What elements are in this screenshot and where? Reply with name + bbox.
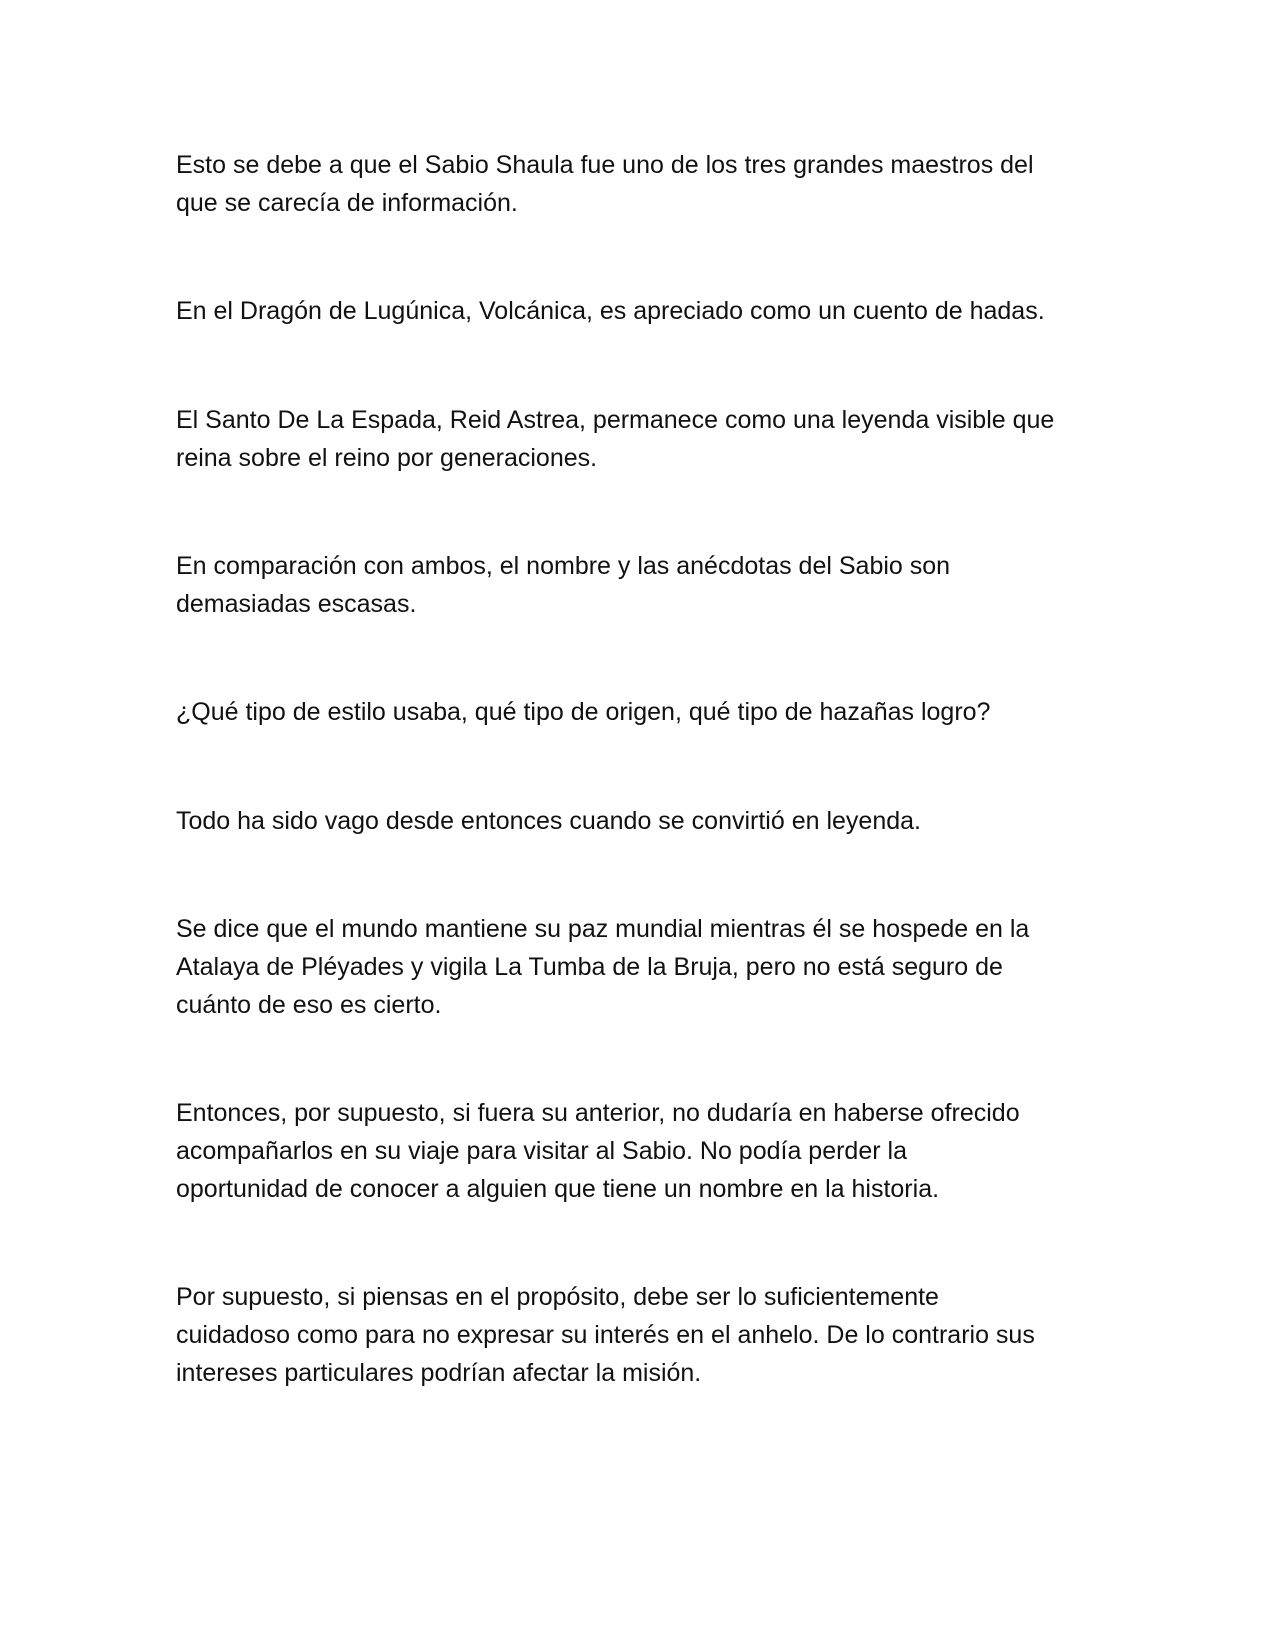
paragraph-1: Esto se debe a que el Sabio Shaula fue uno de los tres grandes maestros del que se carecía de información. xyxy=(176,151,1034,217)
paragraph-7: Se dice que el mundo mantiene su paz mundial mientras él se hospede en la Atalaya de Pléyades y vigila La Tumba de la Bruja, pero no está seguro de cuánto de eso es cierto. xyxy=(176,915,1030,1019)
paragraph-2: En el Dragón de Lugúnica, Volcánica, es apreciado como un cuento de hadas. xyxy=(176,297,1045,325)
paragraph-5: ¿Qué tipo de estilo usaba, qué tipo de origen, qué tipo de hazañas logro? xyxy=(176,698,991,726)
paragraph-6: Todo ha sido vago desde entonces cuando se convirtió en leyenda. xyxy=(176,807,921,835)
paragraph-8: Entonces, por supuesto, si fuera su anterior, no dudaría en haberse ofrecido acompañarlos en su viaje para visitar al Sabio. No podía perder la oportunidad de conocer a alguien que tiene un nombre en la historia. xyxy=(176,1099,1020,1203)
paragraph-4: En comparación con ambos, el nombre y las anécdotas del Sabio son demasiadas escasas. xyxy=(176,552,951,618)
paragraph-3: El Santo De La Espada, Reid Astrea, permanece como una leyenda visible que reina sobre el reino por generaciones. xyxy=(176,406,1055,472)
paragraph-9: Por supuesto, si piensas en el propósito, debe ser lo suficientemente cuidadoso como para no expresar su interés en el anhelo. De lo contrario sus intereses particulares podrían afectar la misión. xyxy=(176,1283,1035,1387)
